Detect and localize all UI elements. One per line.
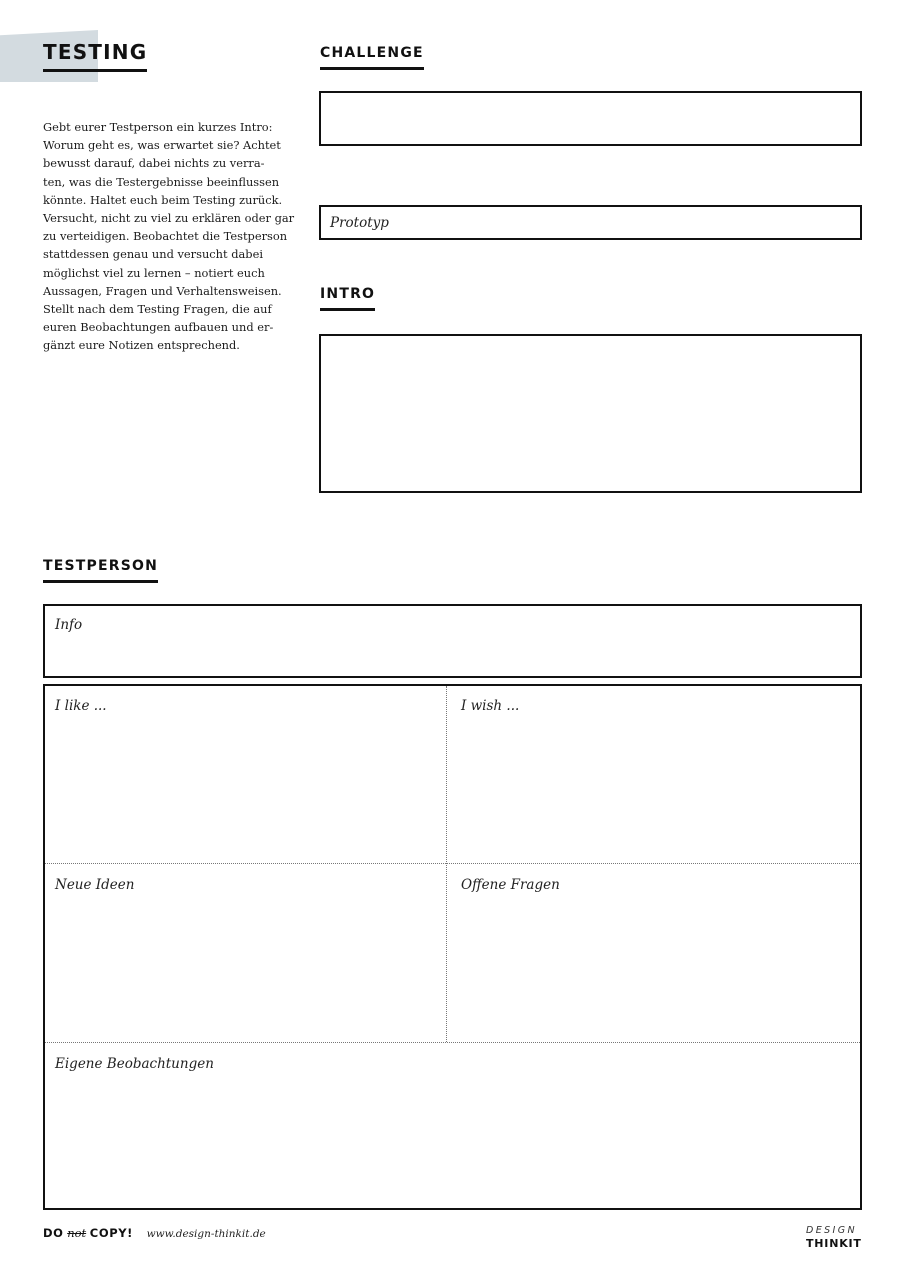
- i-wish-label: I wish ...: [461, 698, 520, 714]
- footer-copy: COPY!: [89, 1226, 134, 1240]
- feedback-grid: [43, 684, 862, 1210]
- info-label: Info: [55, 617, 83, 633]
- footer-copyright: [43, 1226, 266, 1240]
- prototype-label: Prototyp: [330, 215, 389, 231]
- challenge-field[interactable]: [319, 91, 862, 146]
- i-like-cell[interactable]: [45, 686, 446, 863]
- testperson-heading: TESTPERSON: [43, 558, 158, 574]
- neue-ideen-label: Neue Ideen: [55, 877, 135, 893]
- offene-fragen-cell[interactable]: [447, 864, 860, 1042]
- logo-top-text: DESIGN: [806, 1225, 858, 1236]
- prototype-field[interactable]: [319, 205, 862, 240]
- instructions-text: Gebt eurer Testperson ein kurzes Intro: Worum geht es, was erwartet sie? Achtet bewusst darauf, dabei nichts zu verra- ten, was die Testergebnisse beeinflussen könnte. Haltet euch beim Testing zurück. Versucht, nicht zu viel zu erklären oder gar zu verteidigen. Beobachtet die Testperson stattdessen genau und versucht dabei möglichst viel zu lernen – notiert euch Aussagen, Fragen und Verhaltensweisen. Stellt nach dem Testing Fragen, die auf euren Beobachtungen aufbauen und er- gänzt eure Notizen entsprechend.: [43, 120, 295, 353]
- footer-url[interactable]: www.design-thinkit.de: [146, 1228, 266, 1240]
- intro-field[interactable]: [319, 334, 862, 493]
- logo-bottom-text: THINKIT: [806, 1236, 862, 1250]
- footer-do: DO: [43, 1226, 64, 1240]
- i-like-label: I like ...: [55, 698, 107, 714]
- eigene-beobachtungen-cell[interactable]: [45, 1043, 860, 1208]
- intro-heading: INTRO: [320, 286, 375, 302]
- neue-ideen-cell[interactable]: [45, 864, 446, 1042]
- offene-fragen-label: Offene Fragen: [461, 877, 560, 893]
- footer-not: not: [67, 1226, 87, 1240]
- page-title: TESTING: [43, 40, 147, 64]
- eigene-beobachtungen-label: Eigene Beobachtungen: [55, 1056, 214, 1072]
- challenge-heading: CHALLENGE: [320, 45, 424, 61]
- i-wish-cell[interactable]: [447, 686, 860, 863]
- design-thinkit-logo: [806, 1226, 862, 1249]
- info-field[interactable]: [43, 604, 862, 678]
